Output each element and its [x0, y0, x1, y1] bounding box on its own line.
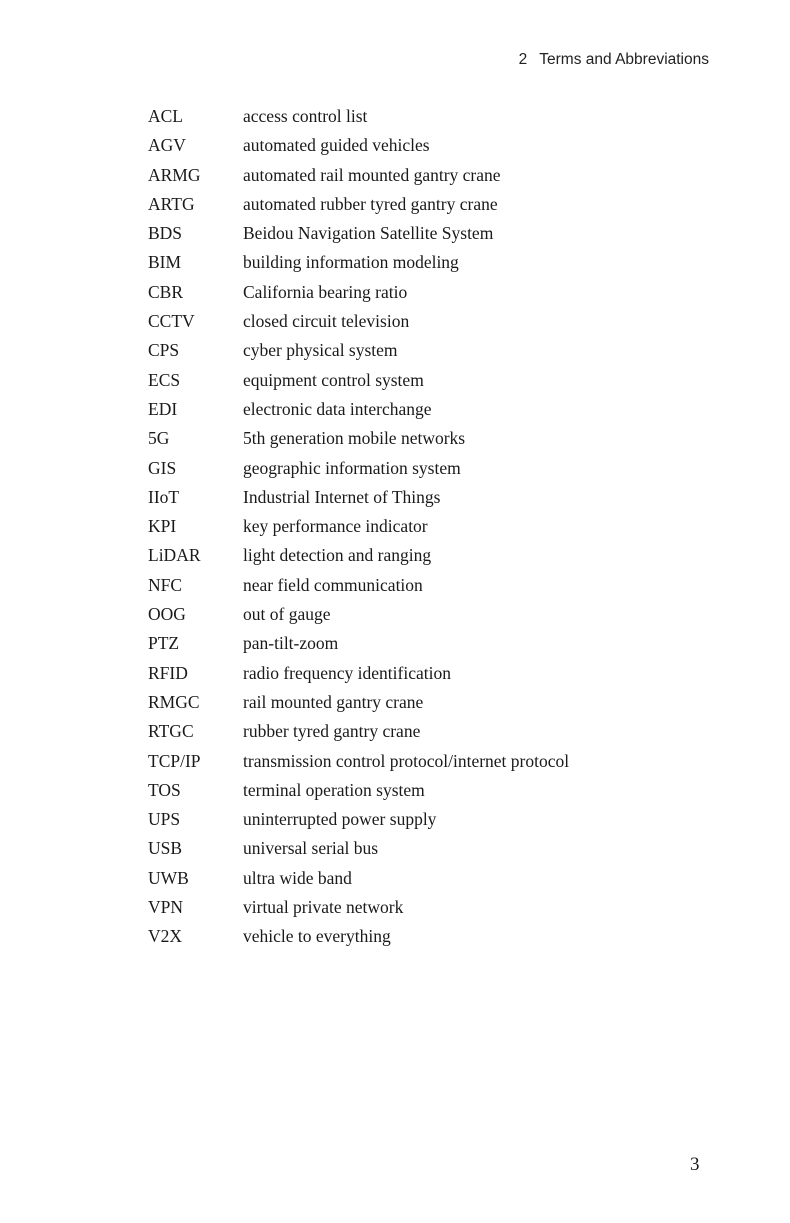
definition: pan-tilt-zoom	[243, 633, 339, 654]
abbreviation: RFID	[148, 662, 188, 683]
abbreviation: LiDAR	[148, 545, 201, 566]
chapter-title: Terms and Abbreviations	[539, 51, 709, 68]
abbreviation-entry	[148, 659, 569, 688]
abbreviation: NFC	[148, 574, 183, 595]
abbreviation-list	[148, 102, 569, 952]
abbreviation-entry	[148, 717, 569, 746]
abbreviation: UWB	[148, 867, 189, 888]
abbreviation: AGV	[148, 135, 186, 156]
abbreviation: TOS	[148, 779, 181, 800]
abbreviation: BDS	[148, 223, 183, 244]
definition: transmission control protocol/internet protocol	[243, 750, 570, 771]
definition: access control list	[243, 106, 368, 126]
definition: Beidou Navigation Satellite System	[243, 223, 494, 244]
abbreviation: ACL	[148, 106, 183, 126]
abbreviation: V2X	[148, 926, 183, 947]
abbreviation-entry	[148, 776, 569, 805]
abbreviation-entry	[148, 395, 569, 424]
abbreviation: IIoT	[148, 486, 180, 507]
definition: light detection and ranging	[243, 545, 432, 566]
definition: Industrial Internet of Things	[243, 486, 441, 507]
abbreviation: CBR	[148, 281, 184, 302]
definition: automated guided vehicles	[243, 135, 430, 156]
abbreviation-entry	[148, 454, 569, 483]
abbreviation: EDI	[148, 398, 178, 419]
abbreviation-entry	[148, 366, 569, 395]
abbreviation: ARMG	[148, 164, 201, 185]
abbreviation-entry	[148, 834, 569, 863]
abbreviation-entry	[148, 864, 569, 893]
abbreviation: TCP/IP	[148, 750, 201, 771]
abbreviation-entry	[148, 483, 569, 512]
definition: ultra wide band	[243, 867, 352, 888]
abbreviation: CPS	[148, 340, 180, 361]
definition: key performance indicator	[243, 516, 428, 537]
page-number: 3	[690, 1154, 700, 1175]
abbreviation-entry	[148, 248, 569, 277]
definition: 5th generation mobile networks	[243, 428, 466, 449]
definition: equipment control system	[243, 369, 424, 390]
abbreviation-entry	[148, 541, 569, 570]
definition: virtual private network	[243, 897, 404, 918]
definition: electronic data interchange	[243, 398, 432, 419]
definition: universal serial bus	[243, 838, 379, 859]
abbreviation-entry	[148, 307, 569, 336]
abbreviation: VPN	[148, 897, 184, 918]
abbreviation-entry	[148, 131, 569, 160]
definition: automated rubber tyred gantry crane	[243, 193, 498, 214]
abbreviation-entry	[148, 219, 569, 248]
abbreviation: KPI	[148, 516, 177, 537]
abbreviation: ECS	[148, 369, 181, 390]
running-header	[519, 51, 709, 69]
abbreviation: PTZ	[148, 633, 180, 654]
abbreviation-entry	[148, 278, 569, 307]
abbreviation: RTGC	[148, 721, 194, 742]
abbreviation-entry	[148, 424, 569, 453]
abbreviation: 5G	[148, 428, 170, 449]
abbreviation: UPS	[148, 809, 181, 830]
abbreviation-entry	[148, 336, 569, 365]
definition: California bearing ratio	[243, 281, 408, 302]
abbreviation-entry	[148, 805, 569, 834]
definition: radio frequency identification	[243, 662, 451, 683]
abbreviation: GIS	[148, 457, 177, 478]
abbreviation-entry	[148, 922, 569, 951]
abbreviation-entry	[148, 600, 569, 629]
definition: closed circuit television	[243, 311, 410, 332]
abbreviation-entry	[148, 571, 569, 600]
abbreviation-entry	[148, 747, 569, 776]
definition: terminal operation system	[243, 779, 425, 800]
abbreviation: RMGC	[148, 691, 200, 712]
definition: cyber physical system	[243, 340, 398, 361]
abbreviation-entry	[148, 190, 569, 219]
definition: automated rail mounted gantry crane	[243, 164, 501, 185]
definition: rubber tyred gantry crane	[243, 721, 421, 742]
definition: building information modeling	[243, 252, 459, 273]
abbreviation: CCTV	[148, 311, 195, 332]
abbreviation-entry	[148, 161, 569, 190]
definition: uninterrupted power supply	[243, 809, 437, 830]
definition: geographic information system	[243, 457, 461, 478]
definition: vehicle to everything	[243, 926, 391, 947]
definition: out of gauge	[243, 604, 331, 625]
abbreviation: BIM	[148, 252, 182, 273]
abbreviation-entry	[148, 629, 569, 658]
abbreviation: USB	[148, 838, 183, 859]
abbreviation-entry	[148, 512, 569, 541]
abbreviation-entry	[148, 688, 569, 717]
abbreviation-entry	[148, 893, 569, 922]
abbreviation: OOG	[148, 604, 186, 625]
chapter-number: 2	[518, 51, 528, 68]
abbreviation-entry	[148, 102, 569, 131]
abbreviation: ARTG	[148, 193, 195, 214]
definition: near field communication	[243, 574, 423, 595]
definition: rail mounted gantry crane	[243, 691, 424, 712]
